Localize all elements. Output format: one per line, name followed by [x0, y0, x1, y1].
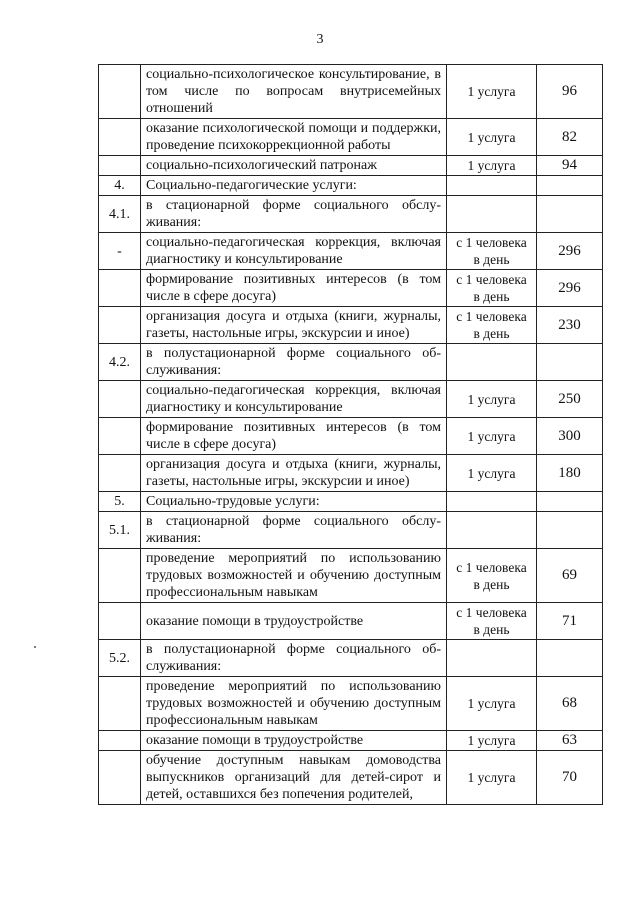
service-name-cell: формирование позитивных интересов (в том числе в сфере досуга)	[141, 270, 447, 307]
row-number-cell: 5.2.	[99, 640, 141, 677]
price-cell	[537, 512, 603, 549]
row-number-cell	[99, 455, 141, 492]
unit-cell	[447, 512, 537, 549]
subsection-title-cell: в полустационарной форме социального обслуживания:	[141, 640, 447, 677]
price-cell: 250	[537, 381, 603, 418]
table-row	[99, 751, 603, 805]
unit-cell: с 1 человека в день	[447, 270, 537, 307]
unit-cell: с 1 человека в день	[447, 549, 537, 603]
unit-cell	[447, 344, 537, 381]
page-number: 3	[316, 32, 324, 47]
price-cell: 82	[537, 119, 603, 156]
unit-cell: 1 услуга	[447, 119, 537, 156]
row-number-cell: 4.1.	[99, 196, 141, 233]
price-cell: 94	[537, 156, 603, 176]
row-number-cell	[99, 731, 141, 751]
service-name-cell: социально-педагогическая коррекция, включая диагностику и консультирование	[141, 233, 447, 270]
unit-cell: 1 услуга	[447, 65, 537, 119]
table-row	[99, 233, 603, 270]
unit-cell: 1 услуга	[447, 156, 537, 176]
row-number-cell	[99, 307, 141, 344]
row-number-cell	[99, 381, 141, 418]
section-header-row	[99, 492, 603, 512]
row-number-cell: 4.2.	[99, 344, 141, 381]
price-cell	[537, 196, 603, 233]
service-name-cell: социально-психологическое консультирование, в том числе по вопросам внутрисемейных отношений	[141, 65, 447, 119]
price-cell: 68	[537, 677, 603, 731]
unit-cell: 1 услуга	[447, 731, 537, 751]
unit-cell: 1 услуга	[447, 751, 537, 805]
row-number-cell	[99, 751, 141, 805]
table-row	[99, 270, 603, 307]
row-number-cell	[99, 603, 141, 640]
subsection-header-row	[99, 344, 603, 381]
row-number-cell: -	[99, 233, 141, 270]
unit-cell	[447, 640, 537, 677]
service-name-cell: проведение мероприятий по использованию трудовых возможностей и обучению доступным профессиональным навыкам	[141, 549, 447, 603]
price-cell: 230	[537, 307, 603, 344]
unit-cell: с 1 человека в день	[447, 603, 537, 640]
table-row	[99, 307, 603, 344]
service-name-cell: социально-психологический патронаж	[141, 156, 447, 176]
table-row	[99, 677, 603, 731]
service-name-cell: формирование позитивных интересов (в том числе в сфере досуга)	[141, 418, 447, 455]
unit-cell: 1 услуга	[447, 455, 537, 492]
row-number-cell	[99, 65, 141, 119]
price-cell: 180	[537, 455, 603, 492]
unit-cell	[447, 196, 537, 233]
price-cell: 296	[537, 233, 603, 270]
row-number-cell	[99, 549, 141, 603]
service-name-cell: проведение мероприятий по использованию трудовых возможностей и обучению доступным профессиональным навыкам	[141, 677, 447, 731]
price-cell	[537, 640, 603, 677]
unit-cell: с 1 человека в день	[447, 307, 537, 344]
unit-cell: с 1 человека в день	[447, 233, 537, 270]
unit-cell	[447, 176, 537, 196]
price-cell	[537, 344, 603, 381]
row-number-cell: 5.	[99, 492, 141, 512]
service-name-cell: социально-педагогическая коррекция, включая диагностику и консультирование	[141, 381, 447, 418]
subsection-header-row	[99, 640, 603, 677]
row-number-cell	[99, 677, 141, 731]
unit-cell: 1 услуга	[447, 381, 537, 418]
price-cell	[537, 492, 603, 512]
services-tariff-table	[98, 64, 603, 805]
table-row	[99, 119, 603, 156]
service-name-cell: оказание помощи в трудоустройстве	[141, 603, 447, 640]
section-header-row	[99, 176, 603, 196]
subsection-header-row	[99, 512, 603, 549]
subsection-header-row	[99, 196, 603, 233]
row-number-cell	[99, 418, 141, 455]
table-row	[99, 381, 603, 418]
price-cell: 63	[537, 731, 603, 751]
service-name-cell: оказание помощи в трудоустройстве	[141, 731, 447, 751]
subsection-title-cell: в полустационарной форме социального обслуживания:	[141, 344, 447, 381]
unit-cell: 1 услуга	[447, 418, 537, 455]
table-row	[99, 156, 603, 176]
price-cell	[537, 176, 603, 196]
price-cell: 300	[537, 418, 603, 455]
price-cell: 71	[537, 603, 603, 640]
table-row	[99, 418, 603, 455]
table-row	[99, 65, 603, 119]
service-name-cell: обучение доступным навыкам домоводства выпускников организаций для детей-сирот и детей, оставшихся без попечения родителей,	[141, 751, 447, 805]
service-name-cell: организация досуга и отдыха (книги, журналы, газеты, настольные игры, экскурсии и иное)	[141, 455, 447, 492]
section-title-cell: Социально-педагогические услуги:	[141, 176, 447, 196]
subsection-title-cell: в стационарной форме социального обслуживания:	[141, 512, 447, 549]
price-cell: 96	[537, 65, 603, 119]
table-row	[99, 731, 603, 751]
table-row	[99, 549, 603, 603]
table-row	[99, 455, 603, 492]
service-name-cell: организация досуга и отдыха (книги, журналы, газеты, настольные игры, экскурсии и иное)	[141, 307, 447, 344]
price-cell: 70	[537, 751, 603, 805]
unit-cell: 1 услуга	[447, 677, 537, 731]
row-number-cell	[99, 156, 141, 176]
table-row	[99, 603, 603, 640]
row-number-cell: 4.	[99, 176, 141, 196]
scan-speck	[34, 646, 36, 648]
row-number-cell	[99, 119, 141, 156]
subsection-title-cell: в стационарной форме социального обслуживания:	[141, 196, 447, 233]
service-name-cell: оказание психологической помощи и поддержки, проведение психокоррекционной работы	[141, 119, 447, 156]
price-cell: 69	[537, 549, 603, 603]
section-title-cell: Социально-трудовые услуги:	[141, 492, 447, 512]
row-number-cell: 5.1.	[99, 512, 141, 549]
price-cell: 296	[537, 270, 603, 307]
row-number-cell	[99, 270, 141, 307]
unit-cell	[447, 492, 537, 512]
